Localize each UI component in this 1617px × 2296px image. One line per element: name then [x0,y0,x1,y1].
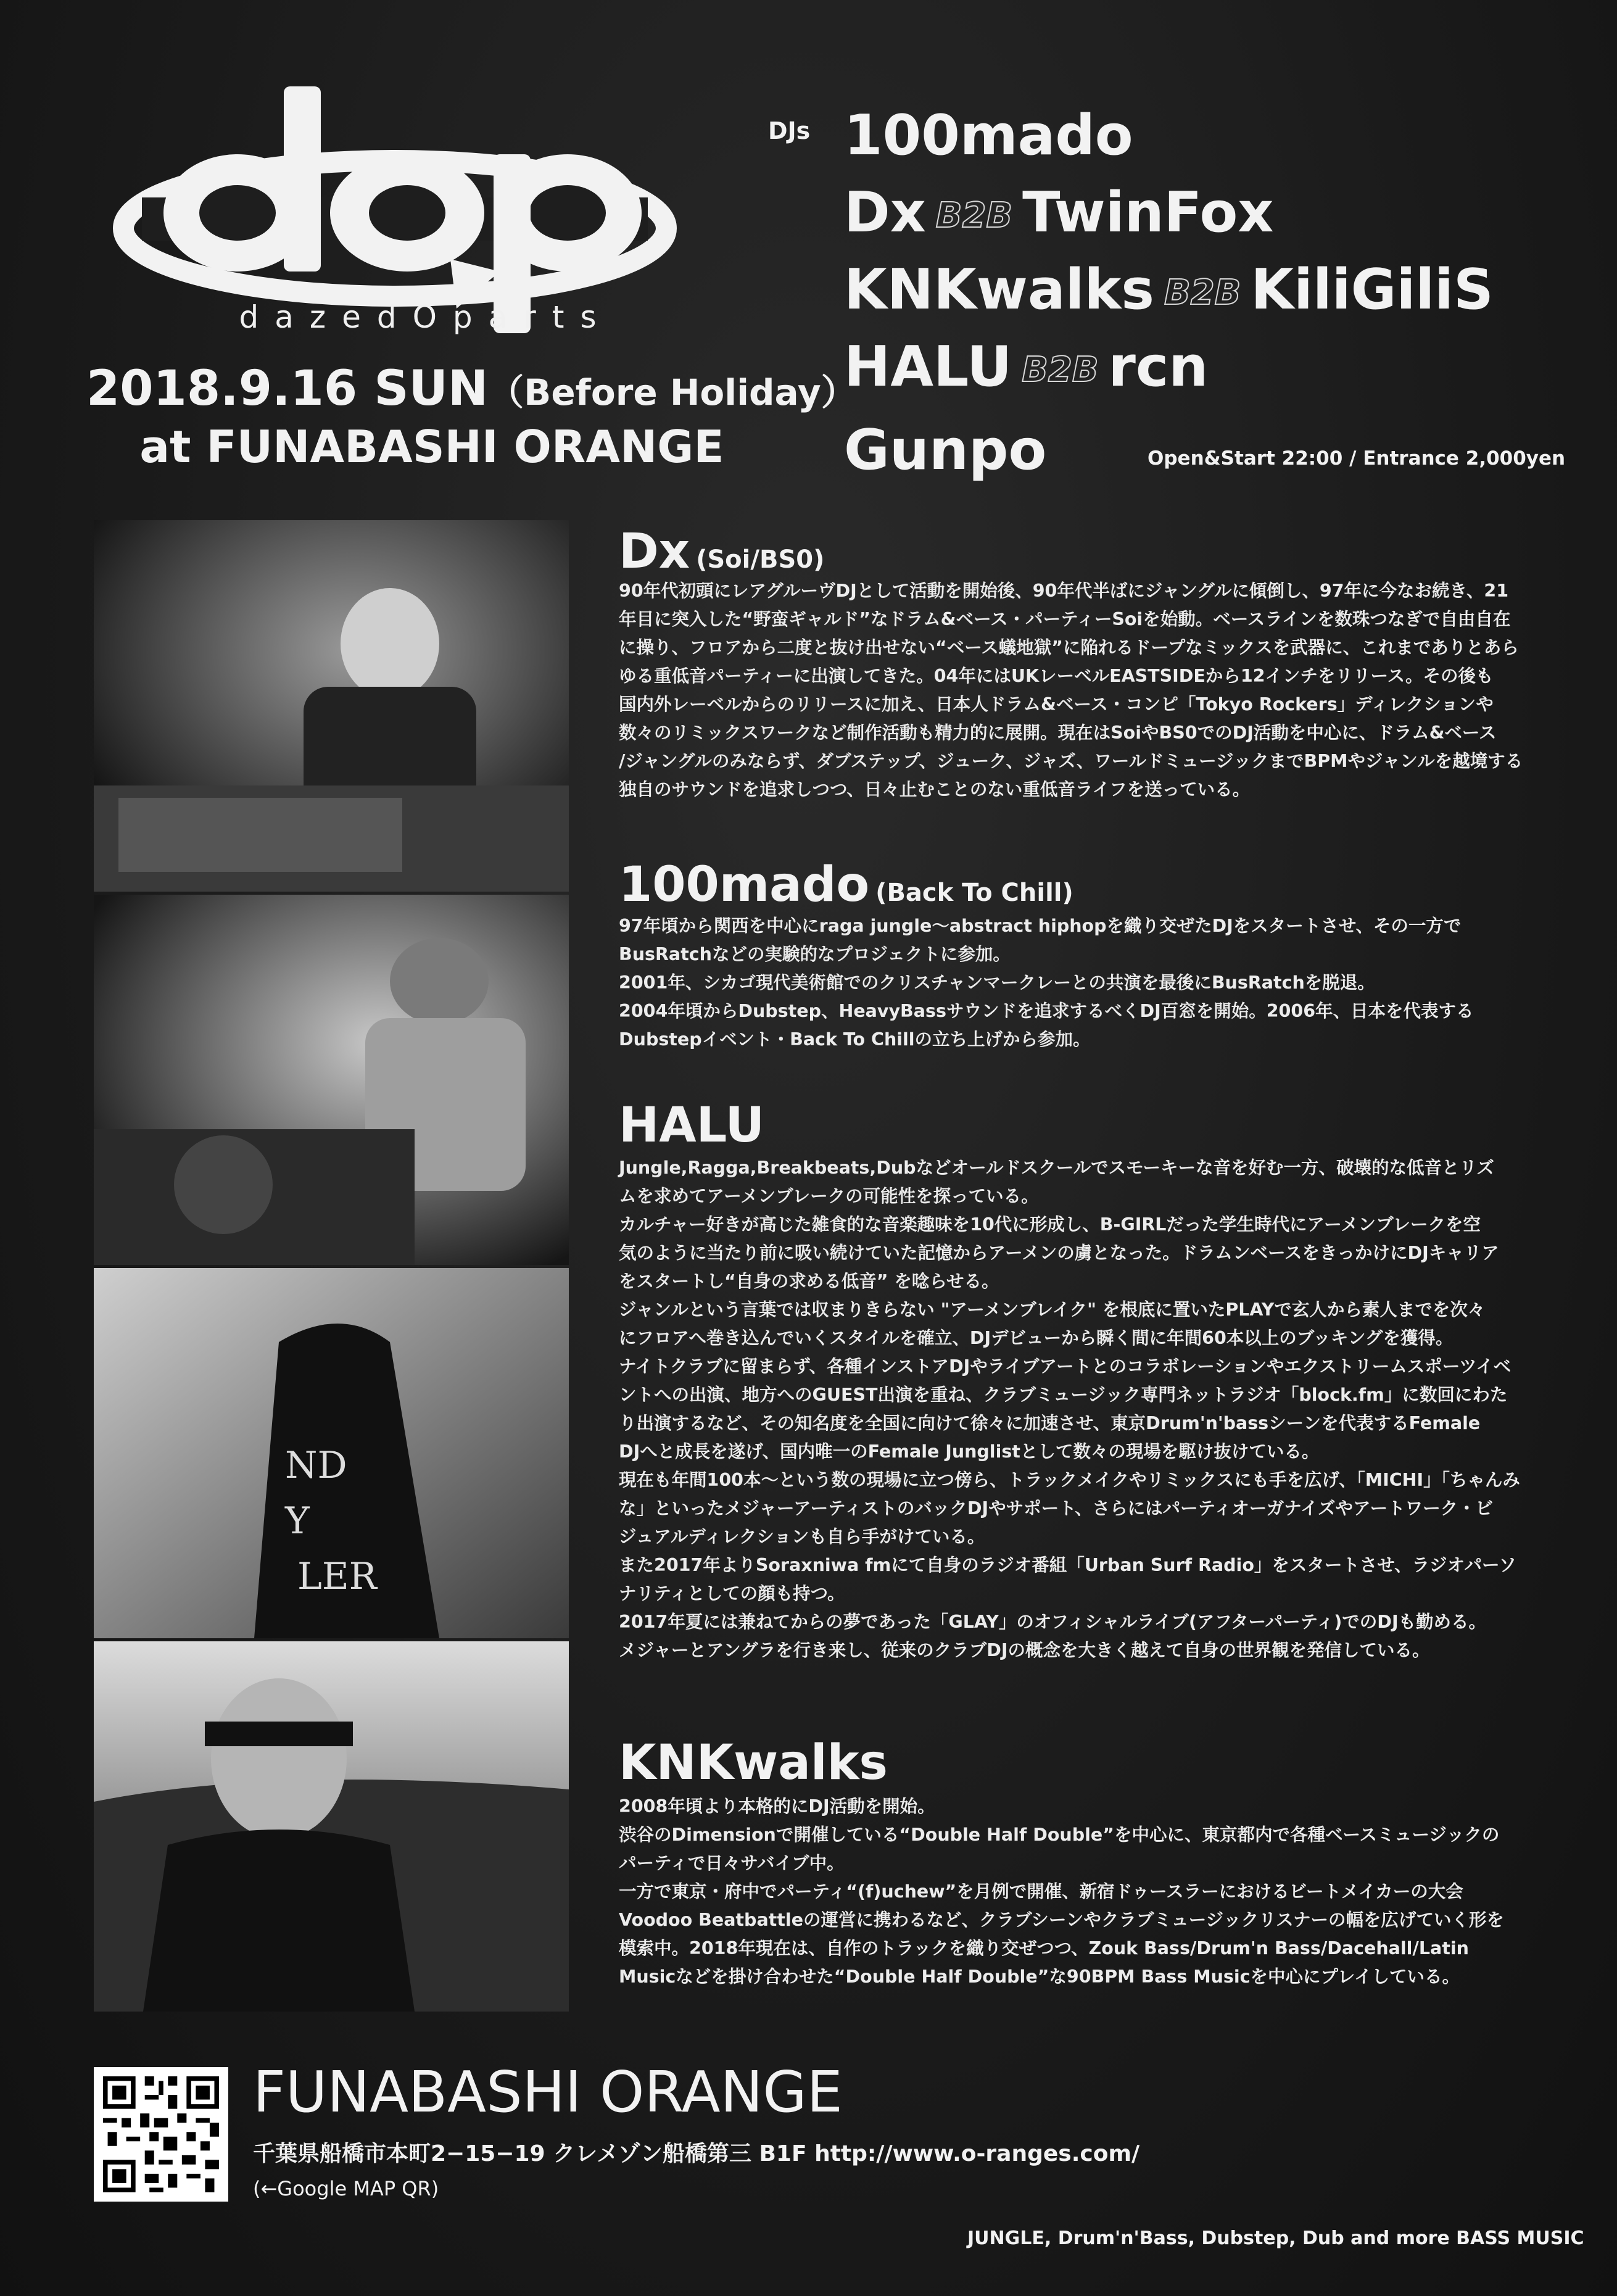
bio-line: 2017年夏には兼ねてからの夢であった「GLAY」のオフィシャルライブ(アフターパーティ)でのDJも勤める。 [619,1612,1487,1632]
dj-photo-100mado [94,895,569,1265]
bio-100mado-heading [619,857,1073,913]
bio-line: 90年代初頭にレアグルーヴDJとして活動を開始後、90年代半ばにジャングルに傾倒し、97年に今なお続き、21 [619,581,1509,601]
bio-line: にフロアへ巻き込んでいくスタイルを確立、DJデビューから瞬く間に年間60本以上のブッキングを獲得。 [619,1328,1454,1348]
bio-crew: (Back To Chill) [875,879,1073,907]
bio-line: 模索中。2018年現在は、自作のトラックを織り交ぜつつ、Zouk Bass/Drum'n Bass/Dacehall/Latin [619,1938,1469,1958]
bio-line: カルチャー好きが高じた雑食的な音楽趣味を10代に形成し、B-GIRLだった学生時代にアーメンブレークを空 [619,1214,1481,1235]
bio-100mado-text [619,912,1544,1054]
bio-line: 気のように当たり前に吸い続けていた記憶からアーメンの虜となった。ドラムンベースをきっかけにDJキャリア [619,1243,1499,1263]
bio-line: ナリティとしての顔も持つ。 [619,1583,845,1604]
bio-line: 2008年頃より本格的にDJ活動を開始。 [619,1796,935,1817]
bio-line: をスタートし“自身の求める低音” を唸らせる。 [619,1271,999,1291]
bio-line: に操り、フロアから二度と抜け出せない“ベース蟻地獄”に陥れるドープなミックスを武器に、これまでありとあら [619,637,1519,658]
bio-halu-heading [619,1098,764,1153]
svg-text:LER: LER [297,1555,377,1598]
dj-photo-knkwalks [94,1641,569,2012]
bio-line: 現在も年間100本～という数の現場に立つ傍ら、トラックメイクやリミックスにも手を広げ、「MICHI」「ちゃんみ [619,1470,1520,1490]
bio-line: また2017年よりSoraxniwa fmにて自身のラジオ番組「Urban Surf Radio」をスタートさせ、ラジオパーソ [619,1555,1516,1575]
bio-line: パーティで日々サバイブ中。 [619,1853,845,1873]
logo-subtitle: dazedOparts [239,299,613,335]
bio-line: ントへの出演、地方へのGUEST出演を重ね、クラブミュージック専門ネットラジオ「block.fm」に数回にわた [619,1385,1508,1405]
dj-name: Dx [844,180,926,245]
dj-photo-dx [94,520,569,892]
b2b-badge: B2B [1164,273,1241,313]
event-venue: at FUNABASHI ORANGE [139,421,724,473]
djs-label: DJs [768,117,811,144]
bio-name: 100mado [619,857,870,913]
map-note: (←Google MAP QR) [253,2177,439,2200]
svg-text:Y: Y [285,1499,310,1543]
bio-line: 渋谷のDimensionで開催している“Double Half Double”を中心に、東京都内で各種ベースミュージックの [619,1825,1500,1845]
bio-line: ジャンルという言葉では収まりきらない "アーメンブレイク" を根底に置いたPLAYで玄人から素人までを次々 [619,1299,1486,1320]
bio-line: メジャーとアングラを行き来し、従来のクラブDJの概念を大きく越えて自身の世界観を発信している。 [619,1640,1430,1660]
lineup-row-4 [844,334,1209,399]
lineup-row-1 [844,103,1133,168]
bio-line: /ジャングルのみならず、ダブステップ、ジューク、ジャズ、ワールドミュージックまでBPMやジャンルを越境する [619,751,1523,771]
bio-line: BusRatchなどの実験的なプロジェクトに参加。 [619,944,1011,964]
svg-text:ND: ND [285,1444,347,1487]
dj-photo-halu [94,1268,569,1638]
bio-line: 一方で東京・府中でパーティ“(f)uchew”を月例で開催、新宿ドゥースラーにおけるビートメイカーの大会 [619,1881,1463,1902]
bio-line: ゆる重低音パーティーに出演してきた。04年にはUKレーベルEASTSIDEから12インチをリリース。その後も [619,666,1494,686]
bio-line: Voodoo Beatbattleの運営に携わるなど、クラブシーンやクラブミュージックリスナーの幅を広げていく形を [619,1910,1505,1930]
dj-name: rcn [1108,334,1209,399]
dj-name: KiliGiliS [1251,257,1494,322]
bio-name: KNKwalks [619,1735,888,1791]
bio-name: Dx [619,524,690,579]
open-info: Open&Start 22:00 / Entrance 2,000yen [1148,447,1566,470]
bio-halu-text [619,1154,1544,1665]
venue-title: FUNABASHI ORANGE [253,2059,843,2125]
bio-line: 独自のサウンドを追求しつつ、日々止むことのない重低音ライフを送っている。 [619,779,1251,800]
bio-line: DJへと成長を遂げ、国内唯一のFemale Junglistとして数々の現場を駆け抜けている。 [619,1441,1320,1462]
bio-line: Musicなどを掛け合わせた“Double Half Double”な90BPM Bass Musicを中心にプレイしている。 [619,1967,1460,1987]
bio-line: ムを求めてアーメンブレークの可能性を探っている。 [619,1186,1039,1206]
dj-name: KNKwalks [844,257,1154,322]
event-date [86,361,857,417]
genre-tagline: JUNGLE, Drum'n'Bass, Dubstep, Dub and more BASS MUSIC [967,2228,1584,2249]
lineup-row-5 [844,418,1047,483]
bio-dx-heading [619,524,825,579]
bio-line: Dubstepイベント・Back To Chillの立ち上げから参加。 [619,1029,1091,1050]
logo-mark: dop [105,74,106,75]
bio-knkwalks-heading [619,1735,888,1791]
event-date-main: 2018.9.16 SUN [86,361,489,417]
lineup-row-3 [844,257,1494,322]
dj-name: 100mado [844,103,1133,168]
bio-line: 国内外レーベルからのリリースに加え、日本人ドラム&ベース・コンピ「Tokyo Rockers」ディレクションや [619,694,1494,715]
bio-line: り出演するなど、その知名度を全国に向けて徐々に加速させ、東京Drum'n'bassシーンを代表するFemale [619,1413,1481,1433]
bio-line: 2001年、シカゴ現代美術館でのクリスチャンマークレーとの共演を最後にBusRatchを脱退。 [619,972,1375,993]
bio-line: Jungle,Ragga,Breakbeats,Dubなどオールドスクールでスモーキーな音を好む一方、破壊的な低音とリズ [619,1158,1494,1178]
dj-name: Gunpo [844,418,1047,483]
bio-line: 97年頃から関西を中心にraga jungle～abstract hiphopを織り交ぜたDJをスタートさせ、その一方で [619,916,1462,936]
lineup-row-2 [844,180,1274,245]
bio-knkwalks-text [619,1792,1544,1991]
bio-dx-text [619,577,1544,804]
b2b-badge: B2B [1022,350,1099,391]
bio-name: HALU [619,1098,764,1153]
bio-line: 数々のリミックスワークなど制作活動も精力的に展開。現在はSoiやBS0でのDJ活動を中心に、ドラム&ベース [619,723,1497,743]
bio-line: ジュアルディレクションも自ら手がけている。 [619,1527,985,1547]
b2b-badge: B2B [935,196,1013,236]
bio-line: ナイトクラブに留まらず、各種インストアDJやライブアートとのコラボレーションやエクストリームスポーツイベ [619,1356,1512,1377]
event-date-note: （Before Holiday） [488,371,857,413]
bio-line: 2004年頃からDubstep、HeavyBassサウンドを追求するべくDJ百窓を開始。2006年、日本を代表する [619,1001,1474,1021]
bio-crew: (Soi/BS0) [696,545,825,574]
bio-line: 年目に突入した“野蛮ギャルド”なドラム&ベース・パーティーSoiを始動。ベースラインを数珠つなぎで自由自在 [619,609,1511,629]
dj-name: TwinFox [1022,180,1274,245]
dj-name: HALU [844,334,1012,399]
venue-address[interactable]: 千葉県船橋市本町2−15−19 クレメゾン船橋第三 B1F http://www.o-ranges.com/ [253,2141,1140,2166]
bio-line: な」といったメジャーアーティストのバックDJやサポート、さらにはパーティオーガナイズやアートワーク・ビ [619,1498,1494,1519]
map-qr-code[interactable] [94,2067,228,2202]
